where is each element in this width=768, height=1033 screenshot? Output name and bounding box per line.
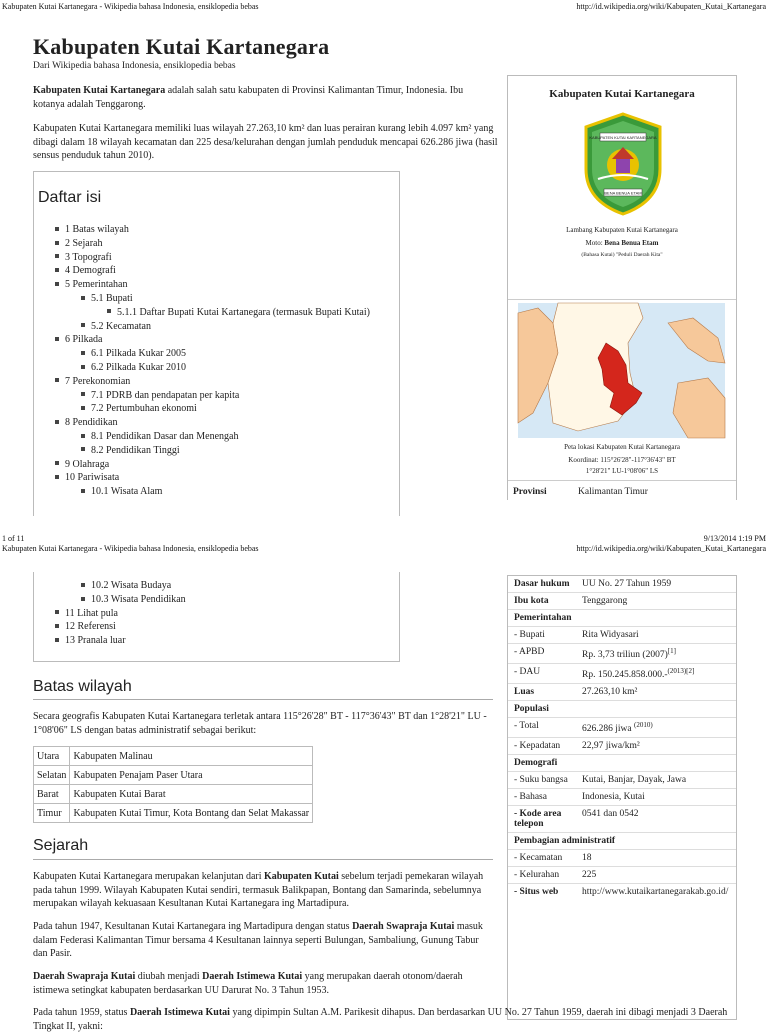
coordinates-line-1: Koordinat: 115°26'28"-117°36'43" BT (568, 456, 676, 464)
table-row (34, 804, 313, 823)
table-of-contents (33, 171, 400, 516)
print-header-2 (2, 544, 766, 553)
infobox-row-label: - Suku bangsa (514, 775, 568, 786)
toc-item[interactable] (55, 471, 370, 485)
print-header-1 (2, 2, 766, 11)
toc-item-label: 4 Demografi (65, 265, 116, 277)
infobox-row (508, 683, 736, 700)
infobox-rows (508, 576, 736, 900)
emblem-caption: Lambang Kabupaten Kutai Kartanegara (566, 226, 678, 234)
toc-item-label: 8.2 Pendidikan Tinggi (91, 444, 180, 456)
print-header-url: http://id.wikipedia.org/wiki/Kabupaten_Kutai_Kartanegara (576, 2, 766, 11)
bullet-icon (55, 268, 59, 272)
sejarah-p2: Pada tahun 1947, Kesultanan Kutai Kartanegara ing Martadipura dengan status Daerah Swapraja Kutai masuk dalam Federasi Kalimantan Timur bersama 4 Kesultanan lainnya seperti Bulungan, Sambaliung, Gunung Tabur dan Pasir. (33, 921, 483, 959)
page-subtitle: Dari Wikipedia bahasa Indonesia, ensiklopedia bebas (33, 61, 236, 71)
infobox-row-value: Kutai, Banjar, Dayak, Jawa (582, 775, 687, 786)
toc-item-label: 7 Perekonomian (65, 375, 131, 387)
batas-table (33, 746, 313, 823)
bullet-icon (55, 254, 59, 258)
infobox-row (508, 866, 736, 883)
toc-item[interactable] (81, 579, 186, 593)
bullet-icon (81, 392, 85, 396)
infobox-row (508, 700, 736, 717)
infobox-row-label: Pembagian administratif (514, 836, 616, 847)
toc-item[interactable] (55, 607, 186, 621)
toc-item-label: 5.1.1 Daftar Bupati Kutai Kartanegara (termasuk Bupati Kutai) (117, 306, 370, 318)
infobox-row (508, 643, 736, 663)
infobox-row-label: - Bahasa (514, 792, 547, 803)
infobox-row-value: 0541 dan 0542 (582, 809, 639, 820)
infobox-row (508, 805, 736, 832)
toc-item[interactable] (81, 444, 370, 458)
toc-item-label: 5.2 Kecamatan (91, 320, 151, 332)
infobox-row (508, 609, 736, 626)
bullet-icon (55, 241, 59, 245)
bullet-icon (81, 447, 85, 451)
intro-text: adalah salah satu kabupaten di Provinsi Kalimantan Timur, Indonesia. Ibu kotanya adalah Tenggarong. (33, 85, 464, 110)
bullet-icon (81, 434, 85, 438)
infobox-row (508, 717, 736, 737)
bullet-icon (55, 610, 59, 614)
table-cell: Selatan (34, 766, 70, 785)
infobox (507, 75, 737, 500)
bullet-icon (81, 597, 85, 601)
infobox-row-label: - Kecamatan (514, 853, 563, 864)
table-cell: Utara (34, 747, 70, 766)
motto-note: (Bahasa Kutai) "Peduli Daerah Kita" (581, 252, 663, 258)
bullet-icon (81, 351, 85, 355)
infobox-row-label: Populasi (514, 704, 549, 715)
area-paragraph: Kabupaten Kutai Kartanegara memiliki luas wilayah 27.263,10 km² dan luas perairan kurang lebih 4.097 km² yang dibagi dalam 18 wilayah kecamatan dan 225 desa/kelurahan dengan jumlah penduduk mencapai 626.286 jiwa (hasil sensus penduduk tahun 2010). (33, 123, 498, 161)
toc-item[interactable] (81, 292, 370, 306)
infobox-row-label: Pemerintahan (514, 613, 572, 623)
toc-item[interactable] (55, 416, 370, 430)
toc-item-label: 10.1 Wisata Alam (91, 486, 163, 498)
provinsi-value: Kalimantan Timur (578, 487, 648, 497)
infobox-row-value[interactable]: http://www.kutaikartanegarakab.go.id/ (582, 887, 729, 898)
toc-item[interactable] (55, 223, 370, 237)
infobox-row (508, 883, 736, 900)
toc-item-label: 13 Pranala luar (65, 635, 126, 647)
bullet-icon (55, 475, 59, 479)
infobox-row-value: Rp. 3,73 triliun (2007)[1] (582, 647, 676, 661)
infobox-row (508, 663, 736, 683)
bullet-icon (81, 365, 85, 369)
bullet-icon (81, 406, 85, 410)
coat-of-arms-icon (578, 109, 668, 219)
svg-text:BENA BENUA ETAM: BENA BENUA ETAM (604, 190, 642, 196)
toc-item-label: 12 Referensi (65, 621, 116, 633)
table-of-contents-continued (33, 572, 400, 662)
table-cell: Barat (34, 785, 70, 804)
coordinates-line-2: 1°28'21" LU-1°08'06" LS (585, 467, 659, 475)
bullet-icon (55, 282, 59, 286)
table-row (34, 747, 313, 766)
toc-item-label: 11 Lihat pula (65, 607, 118, 619)
bullet-icon (81, 583, 85, 587)
toc-item[interactable] (81, 320, 370, 334)
provinsi-label: Provinsi (513, 487, 547, 497)
sejarah-p4: Pada tahun 1959, status Daerah Istimewa Kutai yang dipimpin Sultan A.M. Parikesit dihapus. Dan berdasarkan UU No. 27 Tahun 1959, daerah ini dibagi menjadi 3 Daerah Tingkat II, yakni: (33, 1007, 728, 1032)
toc-item[interactable] (55, 458, 370, 472)
infobox-row-value: Tenggarong (582, 596, 628, 606)
map-caption: Peta lokasi Kabupaten Kutai Kartanegara (564, 443, 680, 451)
location-map (518, 303, 725, 438)
bullet-icon (55, 624, 59, 628)
toc-item[interactable] (107, 306, 370, 320)
toc-item-label: 6.2 Pilkada Kukar 2010 (91, 361, 186, 373)
batas-paragraph: Secara geografis Kabupaten Kutai Kartanegara terletak antara 115°26'28" BT - 117°36'43" BT dan 1°28'21" LU - 1°08'06" LS dengan batas administratif sebagai berikut: (33, 711, 487, 736)
toc-list (55, 579, 186, 648)
toc-item[interactable] (55, 251, 370, 265)
infobox-row-label: - Situs web (514, 887, 559, 898)
toc-item-label: 10.2 Wisata Budaya (91, 580, 172, 591)
infobox-row-label: Dasar hukum (514, 579, 570, 589)
bullet-icon (55, 378, 59, 382)
toc-item[interactable] (55, 237, 370, 251)
infobox-row-label: Demografi (514, 758, 558, 769)
infobox-row (508, 849, 736, 866)
bullet-icon (55, 420, 59, 424)
infobox-row-value: 27.263,10 km² (582, 687, 638, 698)
bullet-icon (55, 461, 59, 465)
infobox-row-label: - Bupati (514, 630, 545, 640)
infobox-row-value: UU No. 27 Tahun 1959 (582, 579, 672, 589)
table-cell: Kabupaten Kutai Barat (70, 785, 313, 804)
toc-item[interactable] (55, 333, 370, 347)
print-header-title: Kabupaten Kutai Kartanegara - Wikipedia bahasa Indonesia, ensiklopedia bebas (2, 544, 259, 553)
infobox-row (508, 771, 736, 788)
toc-item-label: 3 Topografi (65, 251, 112, 263)
bullet-icon (55, 337, 59, 341)
infobox-title: Kabupaten Kutai Kartanegara (549, 88, 695, 100)
infobox-row (508, 576, 736, 592)
motto-value: Bena Benua Etam (604, 239, 659, 247)
infobox-row-label: Luas (514, 687, 535, 698)
bullet-icon (107, 309, 111, 313)
infobox-row-value: Rita Widyasari (582, 630, 639, 640)
print-header-url: http://id.wikipedia.org/wiki/Kabupaten_Kutai_Kartanegara (576, 544, 766, 553)
table-cell: Kabupaten Penajam Paser Utara (70, 766, 313, 785)
toc-item-label: 6 Pilkada (65, 334, 103, 346)
intro-bold: Kabupaten Kutai Kartanegara (33, 85, 166, 96)
bullet-icon (81, 323, 85, 327)
infobox-row-label: - DAU (514, 667, 541, 678)
toc-item[interactable] (55, 278, 370, 292)
print-header-title: Kabupaten Kutai Kartanegara - Wikipedia bahasa Indonesia, ensiklopedia bebas (2, 2, 259, 11)
infobox-row (508, 626, 736, 643)
infobox-row-value: 22,97 jiwa/km² (582, 741, 640, 752)
toc-list (55, 223, 370, 499)
section-heading-batas: Batas wilayah (33, 678, 132, 695)
infobox-row (508, 754, 736, 771)
infobox-row-value: Rp. 150.245.858.000.-$^{(2013)[2]}$ (582, 667, 695, 681)
page-number: 1 of 11 (2, 534, 25, 543)
toc-item-label: 10 Pariwisata (65, 472, 120, 484)
bullet-icon (81, 489, 85, 493)
bullet-icon (55, 227, 59, 231)
infobox-row-value: Indonesia, Kutai (582, 792, 645, 803)
table-row (34, 785, 313, 804)
motto: Moto: Bena Benua Etam (585, 239, 659, 247)
toc-item-label: 1 Batas wilayah (65, 224, 129, 235)
toc-title: Daftar isi (38, 189, 102, 206)
table-cell: Timur (34, 804, 70, 823)
page-title: Kabupaten Kutai Kartanegara (33, 34, 330, 59)
toc-item[interactable] (81, 402, 370, 416)
infobox-row-label: Ibu kota (514, 596, 549, 606)
toc-item-label: 8.1 Pendidikan Dasar dan Menengah (91, 430, 239, 442)
infobox-row-label: - Kelurahan (514, 870, 560, 881)
toc-item-label: 7.2 Pertumbuhan ekonomi (91, 403, 197, 415)
toc-item[interactable] (81, 430, 370, 444)
sejarah-p1: Kabupaten Kutai Kartanegara merupakan kelanjutan dari Kabupaten Kutai sebelum terjadi pemekaran wilayah pada tahun 1999. Wilayah Kabupaten Kutai sendiri, termasuk Balikpapan, Bontang dan Samarinda, sebelumnya merupakan wilayah kekuasaan Kesultanan Kutai Kartanegara ing Martadipura. (33, 871, 484, 909)
infobox-row (508, 788, 736, 805)
toc-item-label: 5 Pemerintahan (65, 279, 128, 291)
bullet-icon (55, 638, 59, 642)
section-heading-sejarah: Sejarah (33, 837, 89, 854)
toc-item-label: 7.1 PDRB dan pendapatan per kapita (91, 389, 240, 401)
svg-text:KABUPATEN KUTAI KARTANEGARA: KABUPATEN KUTAI KARTANEGARA (589, 135, 657, 140)
toc-item[interactable] (55, 375, 370, 389)
table-cell: Kabupaten Kutai Timur, Kota Bontang dan Selat Makassar (70, 804, 313, 823)
infobox-row-value: 225 (582, 870, 597, 881)
table-row (34, 766, 313, 785)
toc-item-label: 10.3 Wisata Pendidikan (91, 593, 186, 605)
bullet-icon (81, 296, 85, 300)
infobox-row-value: 626.286 jiwa $^{(2010)}$ (582, 721, 653, 735)
toc-item-label: 9 Olahraga (65, 458, 110, 470)
toc-item[interactable] (81, 485, 370, 499)
table-cell: Kabupaten Malinau (70, 747, 313, 766)
infobox-row-label: - Kode area telepon (514, 809, 562, 830)
infobox-continued (507, 575, 737, 1020)
toc-item-label: 2 Sejarah (65, 237, 103, 249)
infobox-row-value: 18 (582, 853, 592, 864)
infobox-row-label: - Total (514, 721, 539, 732)
infobox-row (508, 832, 736, 849)
infobox-row-label: - Kepadatan (514, 741, 561, 752)
toc-item[interactable] (81, 361, 370, 375)
toc-item[interactable] (81, 389, 370, 403)
toc-item[interactable] (81, 347, 370, 361)
toc-item[interactable] (55, 264, 370, 278)
toc-item[interactable] (55, 634, 186, 648)
toc-item-label: 6.1 Pilkada Kukar 2005 (91, 348, 186, 360)
print-datetime: 9/13/2014 1:19 PM (703, 534, 766, 543)
toc-item-label: 5.1 Bupati (91, 292, 133, 304)
infobox-row (508, 592, 736, 609)
infobox-row (508, 737, 736, 754)
intro-paragraph (33, 84, 493, 111)
sejarah-p3: Daerah Swapraja Kutai diubah menjadi Daerah Istimewa Kutai yang merupakan daerah otonom/daerah istimewa setingkat kabupaten berdasarkan UU Darurat No. 3 Tahun 1953. (33, 971, 463, 996)
toc-item-label: 8 Pendidikan (65, 417, 118, 429)
toc-item[interactable] (55, 620, 186, 634)
infobox-row-label: - APBD (514, 647, 545, 657)
toc-item[interactable] (81, 593, 186, 607)
print-footer-1 (2, 534, 766, 543)
